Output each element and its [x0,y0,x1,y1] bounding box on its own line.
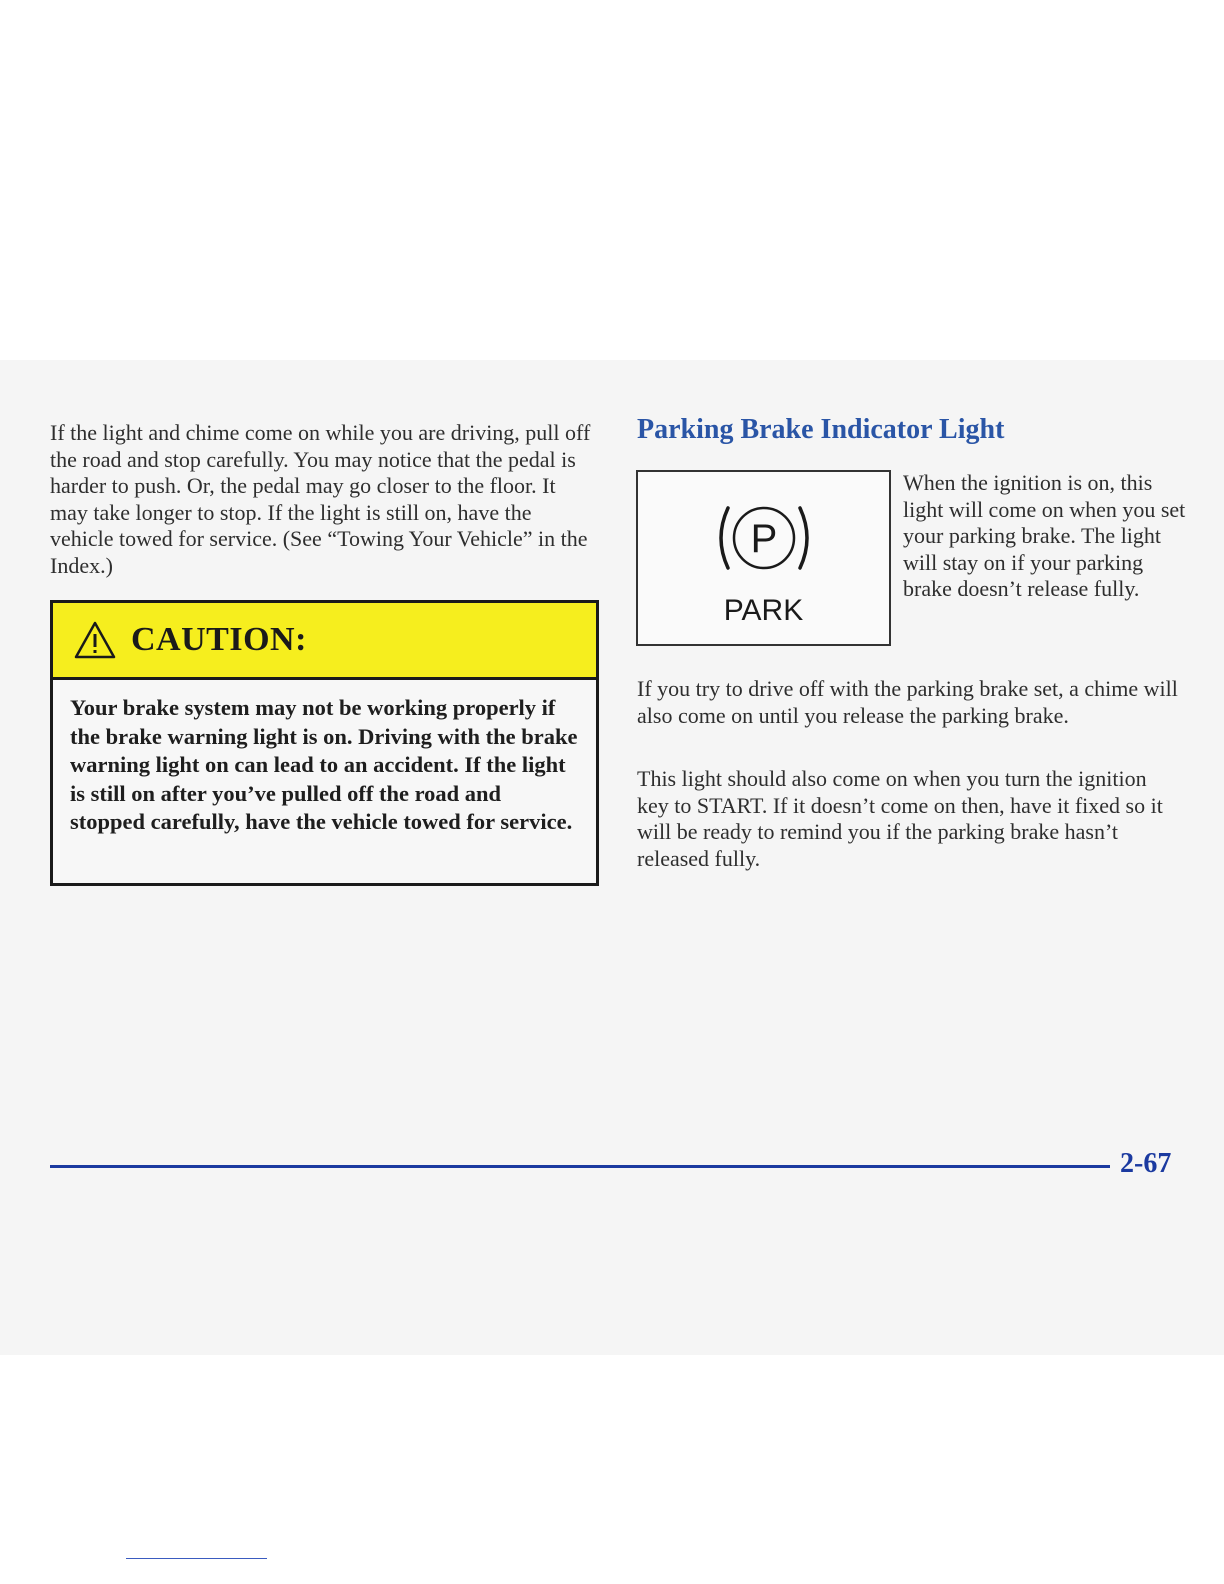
park-label: PARK [723,594,804,627]
section-heading: Parking Brake Indicator Light [637,414,1005,445]
chime-paragraph: If you try to drive off with the parking brake set, a chime will also come on until you release the parking brake. [637,676,1178,728]
caution-header [53,603,596,680]
parking-brake-symbol-letter: P [750,517,778,561]
caution-text: Your brake system may not be working properly if the brake warning light is on. Driving with the brake warning light on can lead to an accident. If the light is still on after you’ve pulled off the road and stopped carefully, have the vehicle towed for service. [70,695,578,834]
caution-title: CAUTION: [131,621,307,658]
footer-rule [50,1165,1110,1168]
bulb-check-paragraph: This light should also come on when you turn the ignition key to START. If it doesn’t come on then, have it fixed so it will be ready to remind you if the parking brake hasn’t released fully. [637,766,1163,871]
page-number: 2-67 [1120,1148,1172,1179]
indicator-description: When the ignition is on, this light will come on when you set your parking brake. The light will stay on if your parking brake doesn’t release fully. [903,470,1186,601]
intro-paragraph: If the light and chime come on while you are driving, pull off the road and stop carefully. You may notice that the pedal is harder to push. Or, the pedal may go closer to the floor. It may take longer to stop. If the light is still on, have the vehicle towed for service. (See “Towing Your Vehicle” in the Index.) [50,420,591,578]
warning-triangle-icon [73,620,117,660]
parking-brake-icon [714,500,814,576]
parking-brake-indicator-figure [636,470,891,646]
caution-box [50,600,599,886]
bottom-divider [126,1558,267,1559]
